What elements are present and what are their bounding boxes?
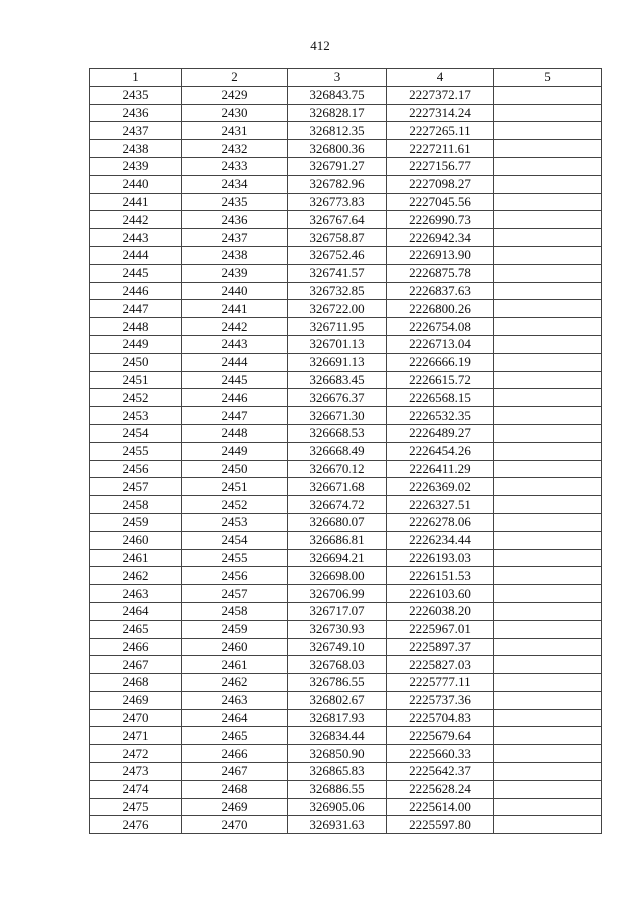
table-cell-col-5: [494, 763, 602, 781]
table-cell-col-1: 2465: [90, 620, 182, 638]
table-cell-col-1: 2440: [90, 175, 182, 193]
table-cell-col-2: 2464: [182, 709, 288, 727]
table-cell-col-3: 326670.12: [288, 460, 387, 478]
table-cell-col-5: [494, 567, 602, 585]
table-cell-col-4: 2226875.78: [387, 264, 494, 282]
table-cell-col-5: [494, 389, 602, 407]
table-cell-col-5: [494, 549, 602, 567]
table-row: [90, 193, 602, 211]
table-cell-col-2: 2439: [182, 264, 288, 282]
table-cell-col-4: 2225704.83: [387, 709, 494, 727]
table-row: [90, 656, 602, 674]
table-header-row: [90, 69, 602, 87]
table-cell-col-1: 2435: [90, 86, 182, 104]
table-cell-col-2: 2436: [182, 211, 288, 229]
table-cell-col-5: [494, 460, 602, 478]
table-row: [90, 122, 602, 140]
table-cell-col-2: 2468: [182, 780, 288, 798]
table-row: [90, 620, 602, 638]
table-cell-col-2: 2441: [182, 300, 288, 318]
table-row: [90, 674, 602, 692]
table-cell-col-5: [494, 638, 602, 656]
table-row: [90, 300, 602, 318]
table-cell-col-3: 326732.85: [288, 282, 387, 300]
table-cell-col-4: 2226369.02: [387, 478, 494, 496]
table-row: [90, 211, 602, 229]
table-row: [90, 389, 602, 407]
table-cell-col-1: 2445: [90, 264, 182, 282]
table-cell-col-4: 2226800.26: [387, 300, 494, 318]
table-cell-col-1: 2460: [90, 531, 182, 549]
table-cell-col-3: 326791.27: [288, 157, 387, 175]
table-cell-col-3: 326843.75: [288, 86, 387, 104]
table-cell-col-4: 2226532.35: [387, 407, 494, 425]
table-cell-col-1: 2474: [90, 780, 182, 798]
table-cell-col-3: 326698.00: [288, 567, 387, 585]
table-cell-col-1: 2448: [90, 318, 182, 336]
table-cell-col-1: 2447: [90, 300, 182, 318]
column-header-4: 4: [387, 69, 494, 87]
table-cell-col-4: 2226568.15: [387, 389, 494, 407]
table-cell-col-3: 326850.90: [288, 745, 387, 763]
table-cell-col-5: [494, 727, 602, 745]
table-cell-col-1: 2462: [90, 567, 182, 585]
column-header-2: 2: [182, 69, 288, 87]
table-cell-col-5: [494, 282, 602, 300]
table-cell-col-2: 2443: [182, 335, 288, 353]
table-row: [90, 763, 602, 781]
table-cell-col-3: 326680.07: [288, 513, 387, 531]
table-cell-col-5: [494, 709, 602, 727]
table-cell-col-2: 2446: [182, 389, 288, 407]
table-cell-col-4: 2225628.24: [387, 780, 494, 798]
table-row: [90, 282, 602, 300]
table-cell-col-2: 2442: [182, 318, 288, 336]
table-cell-col-4: 2226615.72: [387, 371, 494, 389]
table-cell-col-1: 2459: [90, 513, 182, 531]
table-cell-col-4: 2226234.44: [387, 531, 494, 549]
column-header-1: 1: [90, 69, 182, 87]
table-cell-col-1: 2457: [90, 478, 182, 496]
table-cell-col-5: [494, 86, 602, 104]
table-cell-col-5: [494, 122, 602, 140]
table-cell-col-4: 2226489.27: [387, 424, 494, 442]
table-cell-col-4: 2225967.01: [387, 620, 494, 638]
table-cell-col-4: 2226193.03: [387, 549, 494, 567]
table-cell-col-5: [494, 798, 602, 816]
table-row: [90, 602, 602, 620]
table-cell-col-5: [494, 353, 602, 371]
table-row: [90, 104, 602, 122]
table-cell-col-2: 2438: [182, 246, 288, 264]
table-cell-col-4: 2226837.63: [387, 282, 494, 300]
table-cell-col-1: 2451: [90, 371, 182, 389]
table-cell-col-3: 326768.03: [288, 656, 387, 674]
table-cell-col-4: 2226327.51: [387, 496, 494, 514]
column-header-3: 3: [288, 69, 387, 87]
table-cell-col-2: 2449: [182, 442, 288, 460]
table-cell-col-5: [494, 620, 602, 638]
table-row: [90, 745, 602, 763]
table-cell-col-5: [494, 496, 602, 514]
table-row: [90, 86, 602, 104]
table-cell-col-5: [494, 531, 602, 549]
table-cell-col-1: 2439: [90, 157, 182, 175]
table-cell-col-1: 2463: [90, 585, 182, 603]
table-cell-col-2: 2445: [182, 371, 288, 389]
table-cell-col-2: 2433: [182, 157, 288, 175]
table-cell-col-1: 2458: [90, 496, 182, 514]
table-cell-col-3: 326865.83: [288, 763, 387, 781]
table-cell-col-2: 2466: [182, 745, 288, 763]
table-cell-col-5: [494, 780, 602, 798]
table-cell-col-3: 326812.35: [288, 122, 387, 140]
table-cell-col-4: 2226990.73: [387, 211, 494, 229]
table-cell-col-2: 2467: [182, 763, 288, 781]
table-cell-col-5: [494, 513, 602, 531]
table-cell-col-3: 326817.93: [288, 709, 387, 727]
table-row: [90, 407, 602, 425]
table-cell-col-4: 2226754.08: [387, 318, 494, 336]
table-cell-col-4: 2226713.04: [387, 335, 494, 353]
table-cell-col-3: 326730.93: [288, 620, 387, 638]
table-row: [90, 531, 602, 549]
table-cell-col-1: 2453: [90, 407, 182, 425]
table-cell-col-3: 326905.06: [288, 798, 387, 816]
table-cell-col-2: 2440: [182, 282, 288, 300]
table-cell-col-2: 2452: [182, 496, 288, 514]
table-row: [90, 638, 602, 656]
table-cell-col-5: [494, 193, 602, 211]
table-cell-col-2: 2431: [182, 122, 288, 140]
table-cell-col-1: 2446: [90, 282, 182, 300]
table-cell-col-2: 2459: [182, 620, 288, 638]
table-cell-col-5: [494, 229, 602, 247]
table-cell-col-5: [494, 442, 602, 460]
table-cell-col-5: [494, 407, 602, 425]
table-cell-col-4: 2227156.77: [387, 157, 494, 175]
table-cell-col-2: 2461: [182, 656, 288, 674]
table-row: [90, 478, 602, 496]
table-cell-col-3: 326752.46: [288, 246, 387, 264]
table-cell-col-1: 2436: [90, 104, 182, 122]
table-cell-col-1: 2441: [90, 193, 182, 211]
table-row: [90, 496, 602, 514]
table-cell-col-3: 326800.36: [288, 140, 387, 158]
table-cell-col-2: 2458: [182, 602, 288, 620]
table-cell-col-3: 326683.45: [288, 371, 387, 389]
table-cell-col-3: 326694.21: [288, 549, 387, 567]
table-cell-col-5: [494, 264, 602, 282]
table-cell-col-4: 2225737.36: [387, 691, 494, 709]
table-cell-col-5: [494, 816, 602, 834]
table-cell-col-5: [494, 371, 602, 389]
table-cell-col-5: [494, 300, 602, 318]
table-cell-col-5: [494, 585, 602, 603]
table-cell-col-5: [494, 140, 602, 158]
table-cell-col-2: 2434: [182, 175, 288, 193]
table-row: [90, 353, 602, 371]
table-cell-col-2: 2470: [182, 816, 288, 834]
table-cell-col-1: 2444: [90, 246, 182, 264]
table-cell-col-2: 2456: [182, 567, 288, 585]
table-cell-col-3: 326786.55: [288, 674, 387, 692]
table-cell-col-5: [494, 104, 602, 122]
table-row: [90, 229, 602, 247]
table-cell-col-4: 2226454.26: [387, 442, 494, 460]
table-cell-col-5: [494, 674, 602, 692]
table-cell-col-5: [494, 211, 602, 229]
table-cell-col-5: [494, 745, 602, 763]
table-row: [90, 264, 602, 282]
table-cell-col-1: 2471: [90, 727, 182, 745]
table-cell-col-4: 2227098.27: [387, 175, 494, 193]
table-cell-col-3: 326758.87: [288, 229, 387, 247]
table-cell-col-3: 326676.37: [288, 389, 387, 407]
page-number: 412: [310, 38, 330, 53]
table-cell-col-2: 2462: [182, 674, 288, 692]
table-cell-col-3: 326767.64: [288, 211, 387, 229]
table-cell-col-3: 326782.96: [288, 175, 387, 193]
table-cell-col-4: 2225679.64: [387, 727, 494, 745]
table-cell-col-3: 326717.07: [288, 602, 387, 620]
table-cell-col-4: 2227372.17: [387, 86, 494, 104]
table-cell-col-3: 326828.17: [288, 104, 387, 122]
table-body: [90, 86, 602, 833]
table-cell-col-2: 2455: [182, 549, 288, 567]
table-row: [90, 709, 602, 727]
table-cell-col-4: 2226103.60: [387, 585, 494, 603]
table-cell-col-4: 2227045.56: [387, 193, 494, 211]
table-cell-col-2: 2437: [182, 229, 288, 247]
table-cell-col-3: 326834.44: [288, 727, 387, 745]
table-cell-col-4: 2226942.34: [387, 229, 494, 247]
table-cell-col-4: 2226038.20: [387, 602, 494, 620]
table-cell-col-1: 2438: [90, 140, 182, 158]
table-cell-col-2: 2435: [182, 193, 288, 211]
table-cell-col-3: 326773.83: [288, 193, 387, 211]
table-cell-col-2: 2430: [182, 104, 288, 122]
table-cell-col-1: 2467: [90, 656, 182, 674]
table-cell-col-1: 2470: [90, 709, 182, 727]
table-cell-col-1: 2469: [90, 691, 182, 709]
table-cell-col-1: 2449: [90, 335, 182, 353]
table-cell-col-3: 326668.53: [288, 424, 387, 442]
table-cell-col-2: 2450: [182, 460, 288, 478]
table-cell-col-2: 2463: [182, 691, 288, 709]
table-cell-col-1: 2464: [90, 602, 182, 620]
table-cell-col-4: 2225597.80: [387, 816, 494, 834]
table-row: [90, 727, 602, 745]
table-row: [90, 335, 602, 353]
table-cell-col-2: 2429: [182, 86, 288, 104]
table-cell-col-1: 2456: [90, 460, 182, 478]
table-row: [90, 816, 602, 834]
coordinates-table: [89, 68, 602, 834]
table-row: [90, 157, 602, 175]
table-cell-col-5: [494, 175, 602, 193]
table-cell-col-5: [494, 478, 602, 496]
table-row: [90, 318, 602, 336]
table-cell-col-1: 2473: [90, 763, 182, 781]
table-row: [90, 549, 602, 567]
table-cell-col-3: 326711.95: [288, 318, 387, 336]
table-cell-col-3: 326674.72: [288, 496, 387, 514]
table-cell-col-3: 326668.49: [288, 442, 387, 460]
table-cell-col-4: 2226278.06: [387, 513, 494, 531]
table-cell-col-2: 2448: [182, 424, 288, 442]
table-row: [90, 442, 602, 460]
table-cell-col-1: 2450: [90, 353, 182, 371]
table-cell-col-2: 2469: [182, 798, 288, 816]
table-cell-col-2: 2451: [182, 478, 288, 496]
table-cell-col-1: 2468: [90, 674, 182, 692]
table-cell-col-3: 326686.81: [288, 531, 387, 549]
table-cell-col-4: 2227265.11: [387, 122, 494, 140]
table-cell-col-3: 326931.63: [288, 816, 387, 834]
table-cell-col-4: 2226151.53: [387, 567, 494, 585]
table-row: [90, 246, 602, 264]
table-cell-col-1: 2455: [90, 442, 182, 460]
table-cell-col-5: [494, 602, 602, 620]
table-row: [90, 424, 602, 442]
table-cell-col-4: 2226913.90: [387, 246, 494, 264]
table-cell-col-1: 2454: [90, 424, 182, 442]
table-cell-col-3: 326802.67: [288, 691, 387, 709]
column-header-5: 5: [494, 69, 602, 87]
table-cell-col-4: 2225642.37: [387, 763, 494, 781]
table-cell-col-2: 2444: [182, 353, 288, 371]
table-cell-col-4: 2227211.61: [387, 140, 494, 158]
table-cell-col-3: 326671.68: [288, 478, 387, 496]
table-cell-col-2: 2432: [182, 140, 288, 158]
table-cell-col-3: 326722.00: [288, 300, 387, 318]
table-cell-col-2: 2447: [182, 407, 288, 425]
table-cell-col-3: 326706.99: [288, 585, 387, 603]
table-cell-col-1: 2476: [90, 816, 182, 834]
table-cell-col-5: [494, 246, 602, 264]
table-cell-col-4: 2226666.19: [387, 353, 494, 371]
table-row: [90, 780, 602, 798]
table-row: [90, 798, 602, 816]
table-cell-col-4: 2226411.29: [387, 460, 494, 478]
table-cell-col-1: 2452: [90, 389, 182, 407]
table-cell-col-1: 2461: [90, 549, 182, 567]
table-cell-col-1: 2442: [90, 211, 182, 229]
table-cell-col-1: 2472: [90, 745, 182, 763]
table-cell-col-4: 2225614.00: [387, 798, 494, 816]
table-cell-col-2: 2465: [182, 727, 288, 745]
table-cell-col-1: 2475: [90, 798, 182, 816]
table-cell-col-2: 2454: [182, 531, 288, 549]
table-cell-col-5: [494, 691, 602, 709]
table-row: [90, 513, 602, 531]
table-cell-col-3: 326691.13: [288, 353, 387, 371]
table-cell-col-4: 2225827.03: [387, 656, 494, 674]
table-cell-col-2: 2457: [182, 585, 288, 603]
table-cell-col-5: [494, 424, 602, 442]
table-cell-col-5: [494, 656, 602, 674]
table-cell-col-4: 2225777.11: [387, 674, 494, 692]
table-cell-col-5: [494, 318, 602, 336]
table-cell-col-4: 2227314.24: [387, 104, 494, 122]
table-cell-col-3: 326886.55: [288, 780, 387, 798]
table-cell-col-2: 2453: [182, 513, 288, 531]
table-row: [90, 567, 602, 585]
table-cell-col-1: 2437: [90, 122, 182, 140]
table-row: [90, 140, 602, 158]
table-cell-col-5: [494, 335, 602, 353]
table-cell-col-4: 2225660.33: [387, 745, 494, 763]
table-cell-col-1: 2466: [90, 638, 182, 656]
table-row: [90, 175, 602, 193]
table-cell-col-5: [494, 157, 602, 175]
table-cell-col-3: 326749.10: [288, 638, 387, 656]
table-row: [90, 585, 602, 603]
table-cell-col-3: 326671.30: [288, 407, 387, 425]
table-row: [90, 460, 602, 478]
table-row: [90, 691, 602, 709]
table-row: [90, 371, 602, 389]
table-cell-col-1: 2443: [90, 229, 182, 247]
table-cell-col-2: 2460: [182, 638, 288, 656]
table-cell-col-3: 326701.13: [288, 335, 387, 353]
table-cell-col-3: 326741.57: [288, 264, 387, 282]
table-cell-col-4: 2225897.37: [387, 638, 494, 656]
